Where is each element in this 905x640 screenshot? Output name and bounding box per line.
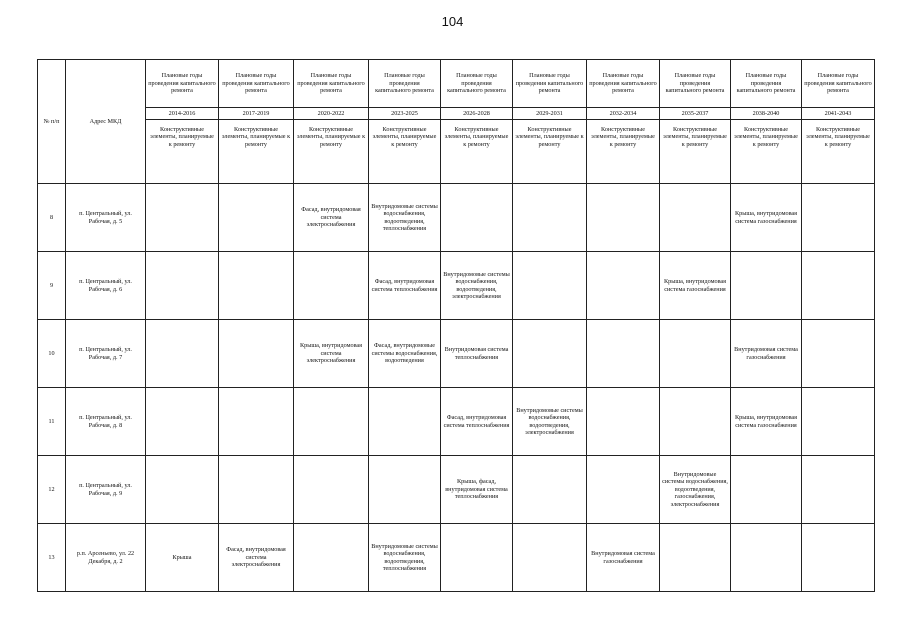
repair-cell [802, 184, 875, 252]
row-number: 9 [38, 252, 66, 320]
table-row [38, 184, 875, 252]
table-row [38, 320, 875, 388]
repair-cell: Фасад, внутридомовые системы водоснабжения, водоотведения [369, 320, 441, 388]
group-subtitle: Конструктивные элементы, планируемые к ремонту [802, 120, 875, 184]
repair-cell: Фасад, внутридомовая система электроснабжения [294, 184, 369, 252]
repair-cell [146, 252, 219, 320]
group-subtitle: Конструктивные элементы, планируемые к ремонту [294, 120, 369, 184]
repair-cell: Внутридомовые системы водоснабжения, водоотведения, газоснабжения, электроснабжения [660, 456, 731, 524]
repair-cell: Крыша [146, 524, 219, 592]
repair-cell [587, 320, 660, 388]
repair-cell [587, 388, 660, 456]
group-years: 2020-2022 [294, 108, 369, 120]
table-row [38, 388, 875, 456]
repair-cell [731, 456, 802, 524]
group-subtitle: Конструктивные элементы, планируемые к ремонту [587, 120, 660, 184]
repair-cell: Внутридомовые системы водоснабжения, водоотведения, электроснабжения [513, 388, 587, 456]
header-row-years [38, 108, 875, 120]
repair-cell [513, 456, 587, 524]
table-row [38, 456, 875, 524]
row-number: 12 [38, 456, 66, 524]
repair-cell [802, 456, 875, 524]
group-subtitle: Конструктивные элементы, планируемые к ремонту [513, 120, 587, 184]
repair-cell [146, 184, 219, 252]
repair-cell [731, 524, 802, 592]
repair-cell [441, 524, 513, 592]
group-subtitle: Конструктивные элементы, планируемые к ремонту [146, 120, 219, 184]
group-subtitle: Конструктивные элементы, планируемые к ремонту [731, 120, 802, 184]
group-subtitle: Конструктивные элементы, планируемые к ремонту [219, 120, 294, 184]
repair-cell [219, 184, 294, 252]
row-address: п. Центральный, ул. Рабочая, д. 9 [66, 456, 146, 524]
repair-cell: Крыша, внутридомовая система газоснабжения [731, 388, 802, 456]
page-number: 104 [441, 14, 464, 29]
group-years: 2017-2019 [219, 108, 294, 120]
row-number: 13 [38, 524, 66, 592]
row-address: п. Центральный, ул. Рабочая, д. 8 [66, 388, 146, 456]
group-title: Плановые годы проведения капитального ремонта [294, 60, 369, 108]
repair-cell: Крыша, внутридомовая система электроснабжения [294, 320, 369, 388]
group-title: Плановые годы проведения капитального ремонта [660, 60, 731, 108]
repair-cell [219, 388, 294, 456]
repair-cell [369, 456, 441, 524]
group-subtitle: Конструктивные элементы, планируемые к ремонту [369, 120, 441, 184]
group-title: Плановые годы проведения капитального ремонта [513, 60, 587, 108]
repair-cell: Внутридомовая система теплоснабжения [441, 320, 513, 388]
repair-cell: Крыша, фасад, внутридомовая система теплоснабжения [441, 456, 513, 524]
repair-cell [802, 524, 875, 592]
header-row-subtitle [38, 120, 875, 184]
repair-cell [146, 388, 219, 456]
repair-cell: Крыша, внутридомовая система газоснабжения [660, 252, 731, 320]
group-subtitle: Конструктивные элементы, планируемые к ремонту [660, 120, 731, 184]
repair-cell: Фасад, внутридомовая система электроснабжения [219, 524, 294, 592]
group-title: Плановые годы проведения капитального ремонта [369, 60, 441, 108]
column-header-address: Адрес МКД [66, 60, 146, 184]
repair-cell [294, 252, 369, 320]
group-title: Плановые годы проведения капитального ремонта [441, 60, 513, 108]
table-row [38, 252, 875, 320]
repair-cell [802, 320, 875, 388]
repair-cell [219, 456, 294, 524]
repair-cell [660, 388, 731, 456]
repair-cell: Внутридомовая система газоснабжения [587, 524, 660, 592]
group-years: 2029-2031 [513, 108, 587, 120]
repair-cell: Внутридомовые системы водоснабжения, водоотведения, теплоснабжения [369, 184, 441, 252]
repair-cell [294, 388, 369, 456]
column-header-number: № п/п [38, 60, 66, 184]
repair-cell [660, 184, 731, 252]
repair-cell [587, 252, 660, 320]
repair-cell [513, 184, 587, 252]
group-years: 2038-2040 [731, 108, 802, 120]
repair-cell [146, 456, 219, 524]
group-years: 2041-2043 [802, 108, 875, 120]
group-title: Плановые годы проведения капитального ремонта [219, 60, 294, 108]
repair-cell: Фасад, внутридомовая система теплоснабжения [369, 252, 441, 320]
repair-cell [513, 524, 587, 592]
row-address: п. Центральный, ул. Рабочая, д. 7 [66, 320, 146, 388]
group-years: 2032-2034 [587, 108, 660, 120]
repair-cell [513, 320, 587, 388]
row-number: 8 [38, 184, 66, 252]
table-row [38, 524, 875, 592]
group-title: Плановые годы проведения капитального ремонта [146, 60, 219, 108]
row-address: р.п. Арсеньево, ул. 22 Декабря, д. 2 [66, 524, 146, 592]
repair-cell: Внутридомовые системы водоснабжения, водоотведения, электроснабжения [441, 252, 513, 320]
group-title: Плановые годы проведения капитального ремонта [587, 60, 660, 108]
repair-cell [660, 524, 731, 592]
group-years: 2035-2037 [660, 108, 731, 120]
repair-cell [587, 184, 660, 252]
repair-cell: Фасад, внутридомовая система теплоснабжения [441, 388, 513, 456]
header-row-title [38, 60, 875, 108]
repair-cell [219, 252, 294, 320]
repair-cell [731, 252, 802, 320]
row-number: 11 [38, 388, 66, 456]
repair-cell: Внутридомовые системы водоснабжения, водоотведения, теплоснабжения [369, 524, 441, 592]
repair-cell [219, 320, 294, 388]
group-title: Плановые годы проведения капитального ремонта [731, 60, 802, 108]
repair-cell [441, 184, 513, 252]
group-title: Плановые годы проведения капитального ремонта [802, 60, 875, 108]
repair-cell [802, 252, 875, 320]
repair-cell: Внутридомовая система газоснабжения [731, 320, 802, 388]
repair-cell [146, 320, 219, 388]
repair-cell [369, 388, 441, 456]
repair-cell: Крыша, внутридомовая система газоснабжения [731, 184, 802, 252]
repair-cell [660, 320, 731, 388]
group-subtitle: Конструктивные элементы, планируемые к ремонту [441, 120, 513, 184]
repair-cell [294, 456, 369, 524]
group-years: 2014-2016 [146, 108, 219, 120]
group-years: 2023-2025 [369, 108, 441, 120]
repair-cell [587, 456, 660, 524]
repair-cell [513, 252, 587, 320]
row-address: п. Центральный, ул. Рабочая, д. 6 [66, 252, 146, 320]
repair-cell [294, 524, 369, 592]
capital-repair-plan-table [37, 59, 875, 592]
group-years: 2026-2028 [441, 108, 513, 120]
repair-cell [802, 388, 875, 456]
row-address: п. Центральный, ул. Рабочая, д. 5 [66, 184, 146, 252]
row-number: 10 [38, 320, 66, 388]
